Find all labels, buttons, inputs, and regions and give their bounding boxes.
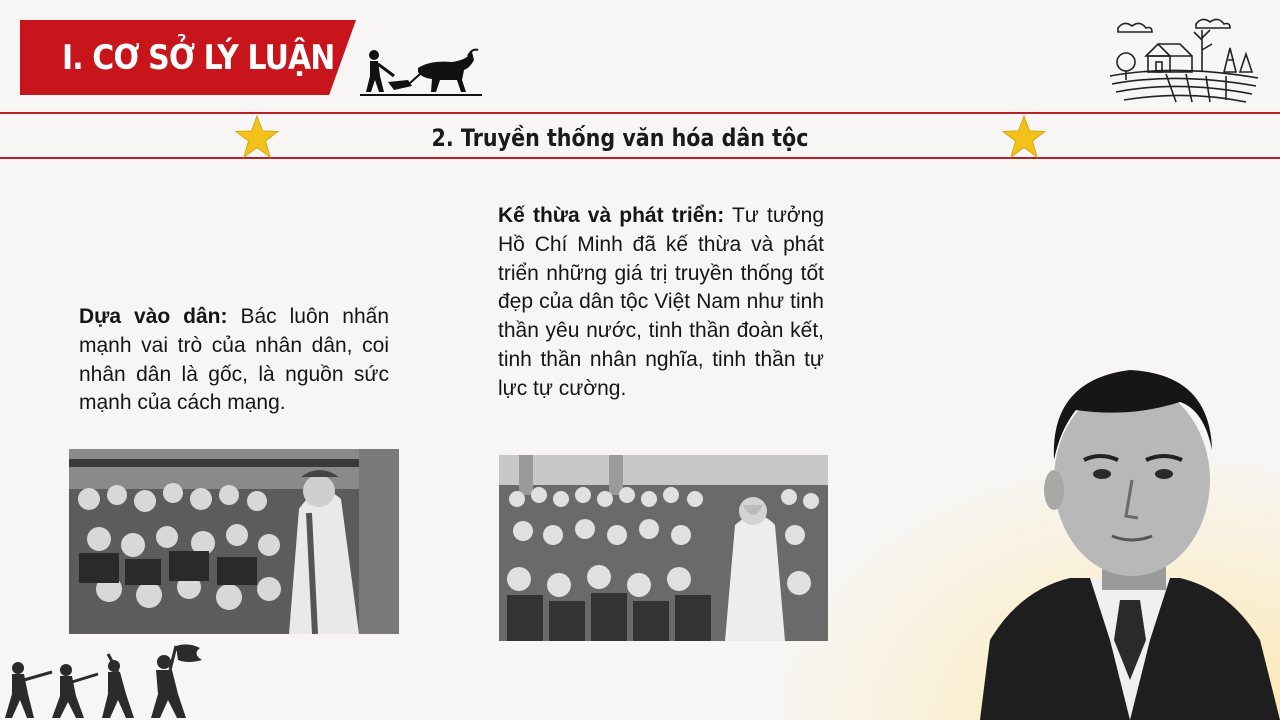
marching-soldiers-icon: [0, 642, 206, 720]
crowd-photo-left: [69, 449, 399, 634]
farmer-plowing-icon: [360, 46, 482, 98]
section-title: I. CƠ SỞ LÝ LUẬN: [62, 38, 335, 78]
portrait-photo: [980, 340, 1280, 720]
header-top-rule: [0, 112, 1280, 114]
section-subtitle: 2. Truyền thống văn hóa dân tộc: [431, 124, 809, 152]
right-paragraph: [498, 202, 824, 404]
left-paragraph: [79, 303, 389, 418]
left-paragraph-heading: Dựa vào dân:: [79, 305, 228, 328]
star-icon: [234, 115, 280, 159]
right-paragraph-body: Tư tưởng Hồ Chí Minh đã kế thừa và phát triển những giá trị truyền thống tốt đẹp của dân tộc Việt Nam như tinh thần yêu nước, tinh thần đoàn kết, tinh thần nhân nghĩa, tinh thần tự lực tự cường.: [498, 204, 825, 400]
header-bottom-rule: [0, 157, 1280, 159]
left-paragraph-body: Bác luôn nhấn mạnh vai trò của nhân dân, coi nhân dân là gốc, là nguồn sức mạnh của cách mạng.: [79, 305, 390, 415]
crowd-photo-right: [499, 455, 828, 641]
farmhouse-landscape-icon: [1106, 10, 1262, 106]
star-icon: [1001, 115, 1047, 159]
right-paragraph-heading: Kế thừa và phát triển:: [498, 204, 725, 227]
